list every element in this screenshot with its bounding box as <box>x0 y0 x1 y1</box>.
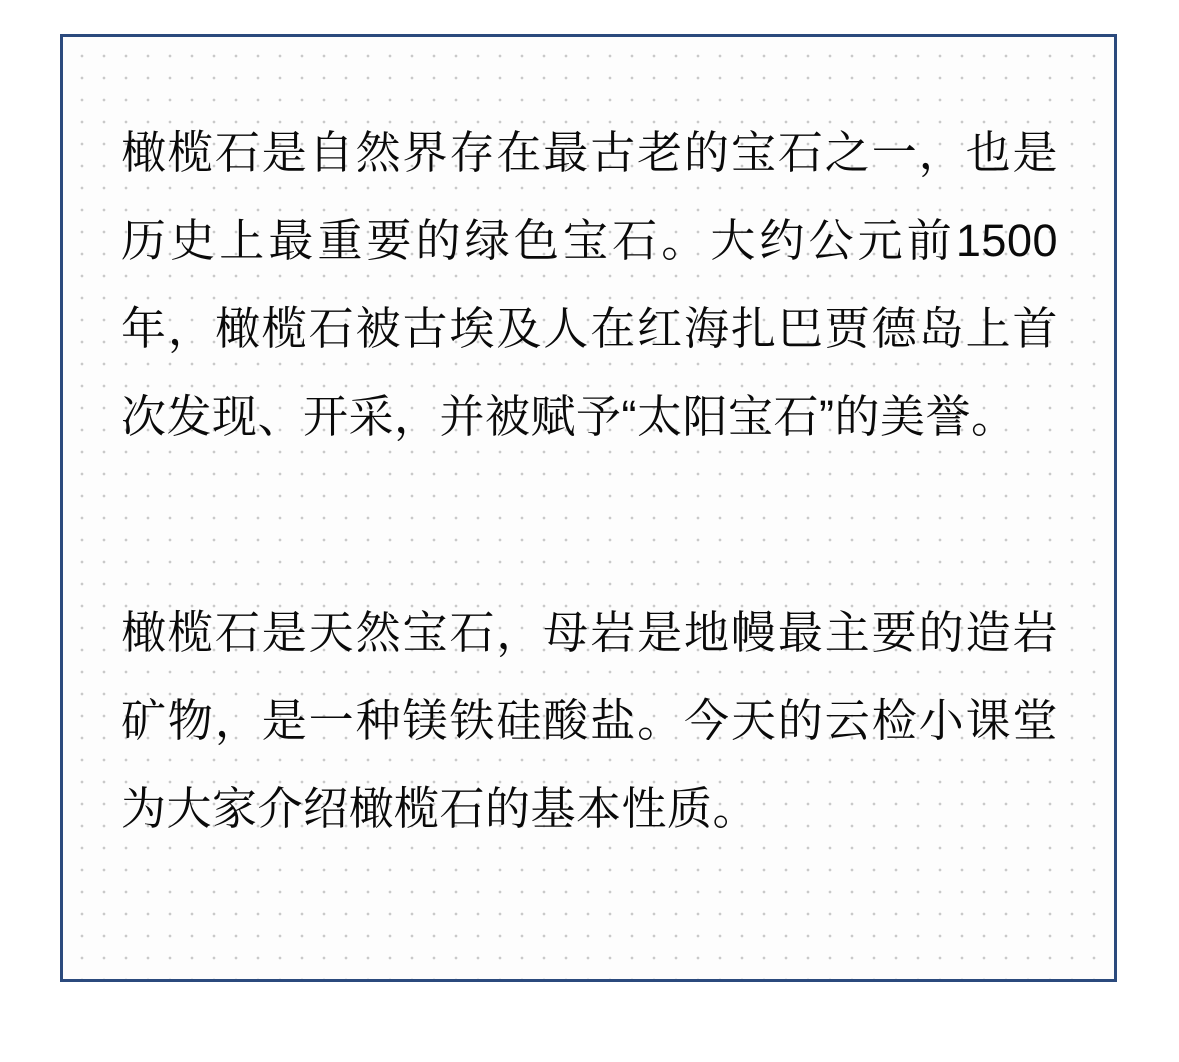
paragraph-2: 橄榄石是天然宝石，母岩是地幔最主要的造岩矿物，是一种镁铁硅酸盐。今天的云检小课堂为大家介绍橄榄石的基本性质。 <box>121 607 1058 834</box>
note-content <box>63 37 1114 979</box>
dotted-note-card <box>60 34 1117 982</box>
paragraph-1: 橄榄石是自然界存在最古老的宝石之一，也是历史上最重要的绿色宝石。大约公元前1500年，橄榄石被古埃及人在红海扎巴贾德岛上首次发现、开采，并被赋予“太阳宝石”的美誉。 <box>121 127 1058 442</box>
